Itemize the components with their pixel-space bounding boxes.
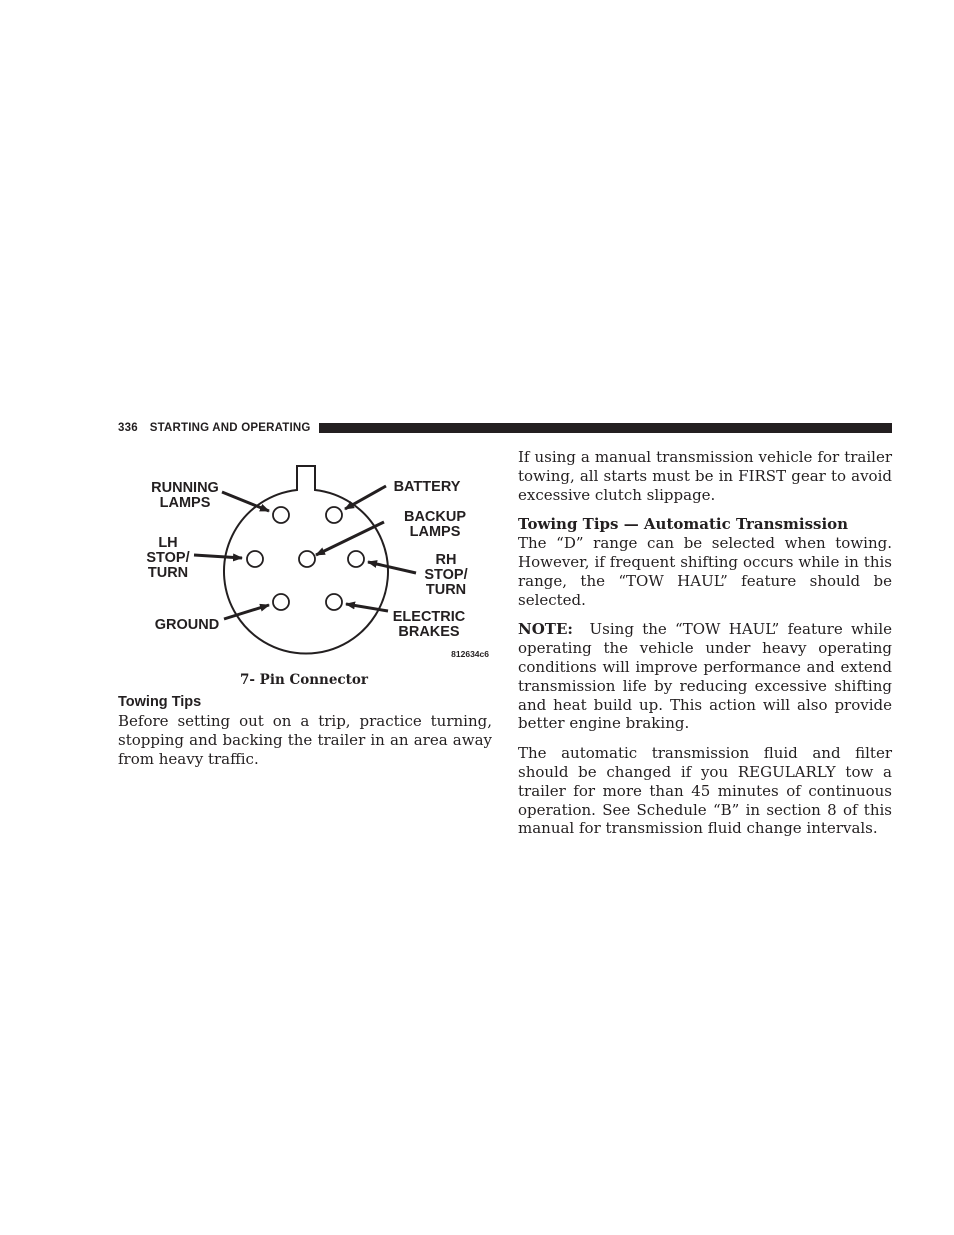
pin-connector-figure	[118, 456, 492, 662]
right-column	[518, 448, 892, 849]
pin-battery	[326, 507, 342, 523]
arrow-rh-stop-turn	[368, 562, 416, 573]
towing-tips-paragraph: Before setting out on a trip, practice turning, stopping and backing the trailer in an area away from heavy traffic.	[118, 712, 492, 768]
label-lh-2: STOP/	[146, 550, 190, 566]
header-rule	[319, 423, 892, 433]
note-label: NOTE:	[518, 620, 573, 639]
pin-running-lamps	[273, 507, 289, 523]
label-rh-2: STOP/	[424, 567, 468, 583]
note-paragraph	[518, 620, 892, 733]
arrow-ground	[224, 605, 269, 619]
pin-ground	[273, 594, 289, 610]
figure-code: 812634c6	[451, 649, 489, 659]
note-text: Using the “TOW HAUL” feature while operating the vehicle under heavy operating conditions will improve performance and extend transmission life by reducing excessive shifting and heat build up. This action will also provide better engine braking.	[518, 620, 892, 733]
label-lh-3: TURN	[147, 565, 189, 581]
arrow-backup-lamps	[316, 522, 384, 555]
label-rh-3: TURN	[425, 582, 467, 598]
label-battery: BATTERY	[393, 479, 461, 495]
arrow-battery	[345, 486, 386, 509]
section-title: STARTING AND OPERATING	[149, 421, 311, 434]
figure-caption: 7- Pin Connector	[239, 672, 369, 688]
pin-lh-stop-turn	[247, 551, 263, 567]
left-column	[118, 456, 492, 779]
pin-electric-brakes	[326, 594, 342, 610]
automatic-transmission-heading: Towing Tips — Automatic Transmission	[518, 515, 849, 534]
manual-transmission-paragraph: If using a manual transmission vehicle for trailer towing, all starts must be in FIRST gear to avoid excessive clutch slippage.	[518, 448, 892, 504]
label-backup-lamps-2: LAMPS	[409, 524, 461, 540]
towing-tips-heading: Towing Tips	[118, 694, 202, 710]
label-lh-1: LH	[158, 535, 178, 551]
page-header	[118, 419, 892, 436]
label-electric-brakes-2: BRAKES	[398, 624, 460, 640]
arrow-lh-stop-turn	[194, 555, 242, 558]
label-ground: GROUND	[154, 617, 220, 633]
pin-rh-stop-turn	[348, 551, 364, 567]
d-range-paragraph: The “D” range can be selected when towing. However, if frequent shifting occurs while in this range, the “TOW HAUL” feature should be selected.	[518, 534, 892, 609]
pin-backup-lamps	[299, 551, 315, 567]
label-running-lamps-1: RUNNING	[151, 480, 219, 496]
pin-connector-diagram	[118, 456, 492, 662]
fluid-change-paragraph: The automatic transmission fluid and filter should be changed if you REGULARLY tow a trailer for more than 45 minutes of continuous operation. See Schedule “B” in section 8 of this manual for transmission fluid change intervals.	[518, 744, 892, 838]
label-electric-brakes-1: ELECTRIC	[392, 609, 466, 625]
label-running-lamps-2: LAMPS	[159, 495, 211, 511]
label-backup-lamps-1: BACKUP	[403, 509, 467, 525]
label-rh-1: RH	[435, 552, 457, 568]
page-number: 336	[118, 421, 138, 434]
